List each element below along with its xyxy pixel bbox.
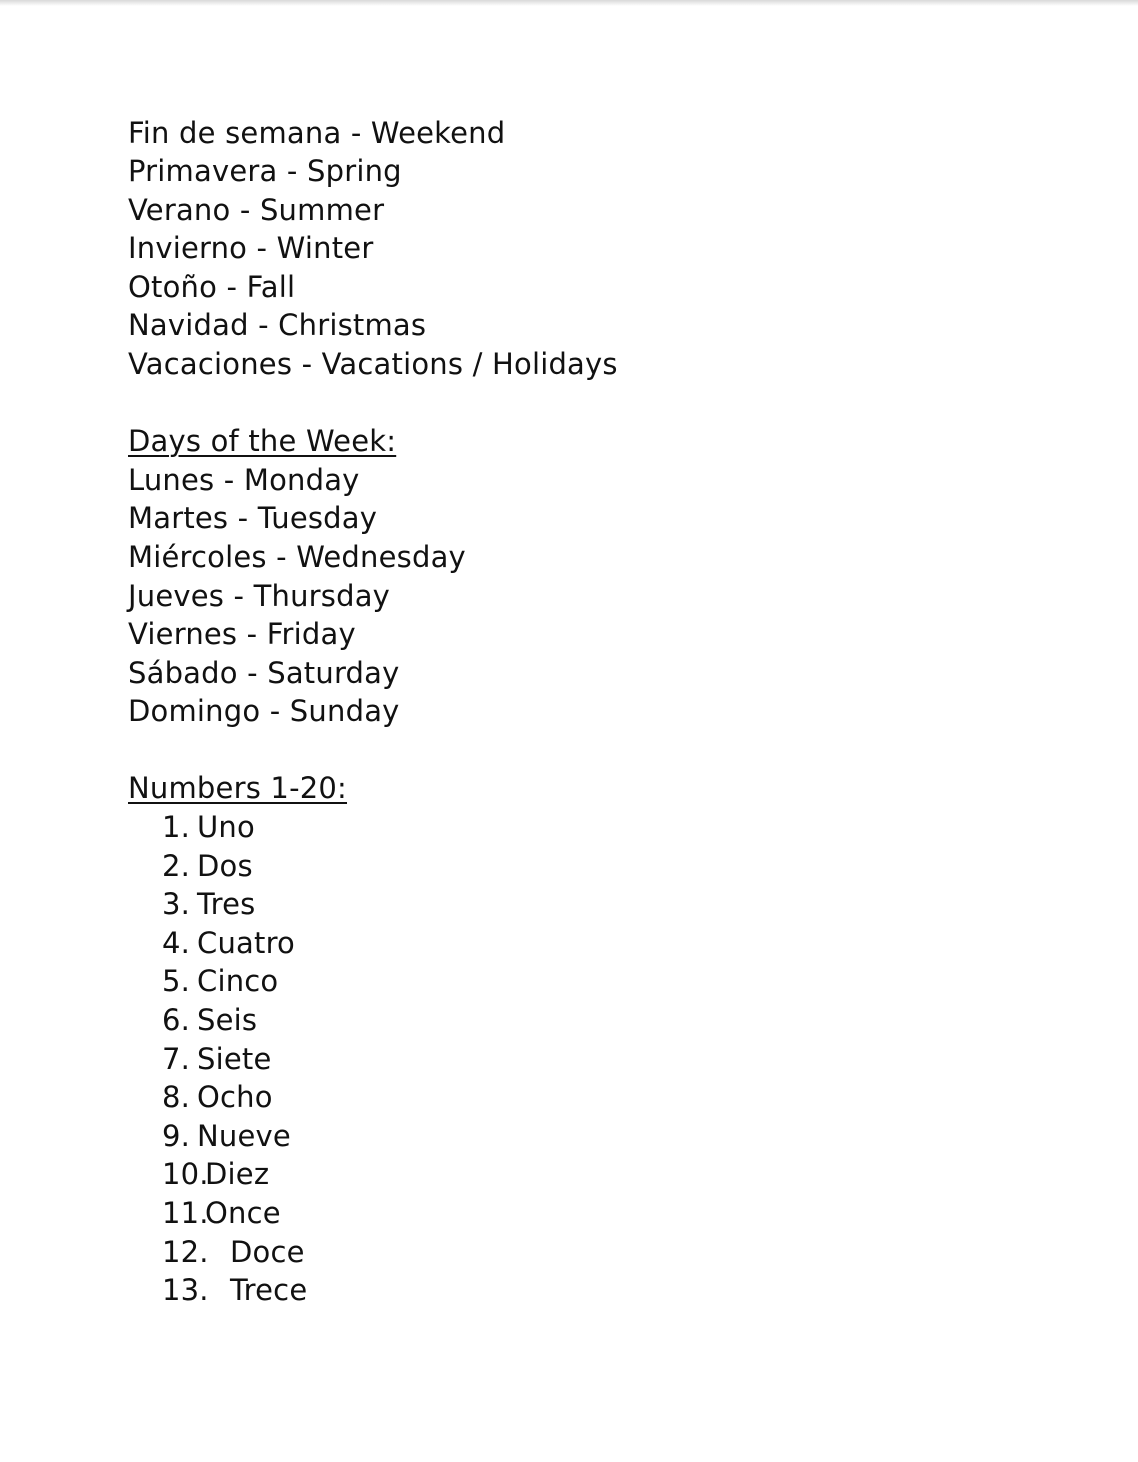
number-item: [162, 1233, 305, 1271]
number-item: [162, 1117, 291, 1155]
number-marker: 11.: [162, 1196, 209, 1230]
number-item: [162, 924, 295, 962]
number-item: [162, 1078, 273, 1116]
numbers-heading: Numbers 1-20:: [128, 771, 348, 805]
number-marker: 13.: [162, 1273, 209, 1307]
number-marker: 12.: [162, 1235, 209, 1269]
day-line: Martes - Tuesday: [128, 501, 378, 535]
number-item: [162, 962, 279, 1000]
days-heading: Days of the Week:: [128, 424, 397, 458]
number-word: Uno: [197, 810, 255, 844]
number-word: Once: [205, 1196, 281, 1230]
number-word: Dos: [197, 849, 253, 883]
vocab-line: Verano - Summer: [128, 193, 385, 227]
day-line: Sábado - Saturday: [128, 656, 400, 690]
vocab-line: Otoño - Fall: [128, 270, 296, 304]
number-item: [162, 1194, 281, 1232]
day-line: Viernes - Friday: [128, 617, 356, 651]
number-marker: 8.: [162, 1080, 191, 1114]
number-marker: 2.: [162, 849, 191, 883]
number-marker: 7.: [162, 1042, 191, 1076]
vocab-line: Navidad - Christmas: [128, 308, 427, 342]
number-item: [162, 1040, 272, 1078]
number-word: Cinco: [197, 964, 279, 998]
number-marker: 4.: [162, 926, 191, 960]
day-line: Miércoles - Wednesday: [128, 540, 466, 574]
number-item: [162, 1271, 308, 1309]
number-item: [162, 847, 253, 885]
vocab-line: Fin de semana - Weekend: [128, 116, 506, 150]
vocab-line: Invierno - Winter: [128, 231, 374, 265]
number-item: [162, 1001, 258, 1039]
number-marker: 10.: [162, 1157, 209, 1191]
number-item: [162, 808, 255, 846]
number-word: Doce: [230, 1235, 305, 1269]
number-item: [162, 1155, 270, 1193]
number-word: Trece: [230, 1273, 308, 1307]
day-line: Jueves - Thursday: [128, 579, 391, 613]
day-line: Domingo - Sunday: [128, 694, 400, 728]
vocab-line: Primavera - Spring: [128, 154, 402, 188]
number-marker: 5.: [162, 964, 191, 998]
number-marker: 6.: [162, 1003, 191, 1037]
day-line: Lunes - Monday: [128, 463, 360, 497]
number-marker: 9.: [162, 1119, 191, 1153]
number-word: Ocho: [197, 1080, 273, 1114]
number-marker: 1.: [162, 810, 191, 844]
number-item: [162, 885, 256, 923]
number-marker: 3.: [162, 887, 191, 921]
number-word: Siete: [197, 1042, 272, 1076]
number-word: Tres: [197, 887, 256, 921]
vocab-line: Vacaciones - Vacations / Holidays: [128, 347, 618, 381]
number-word: Diez: [205, 1157, 270, 1191]
number-word: Seis: [197, 1003, 258, 1037]
number-word: Cuatro: [197, 926, 295, 960]
number-word: Nueve: [197, 1119, 291, 1153]
